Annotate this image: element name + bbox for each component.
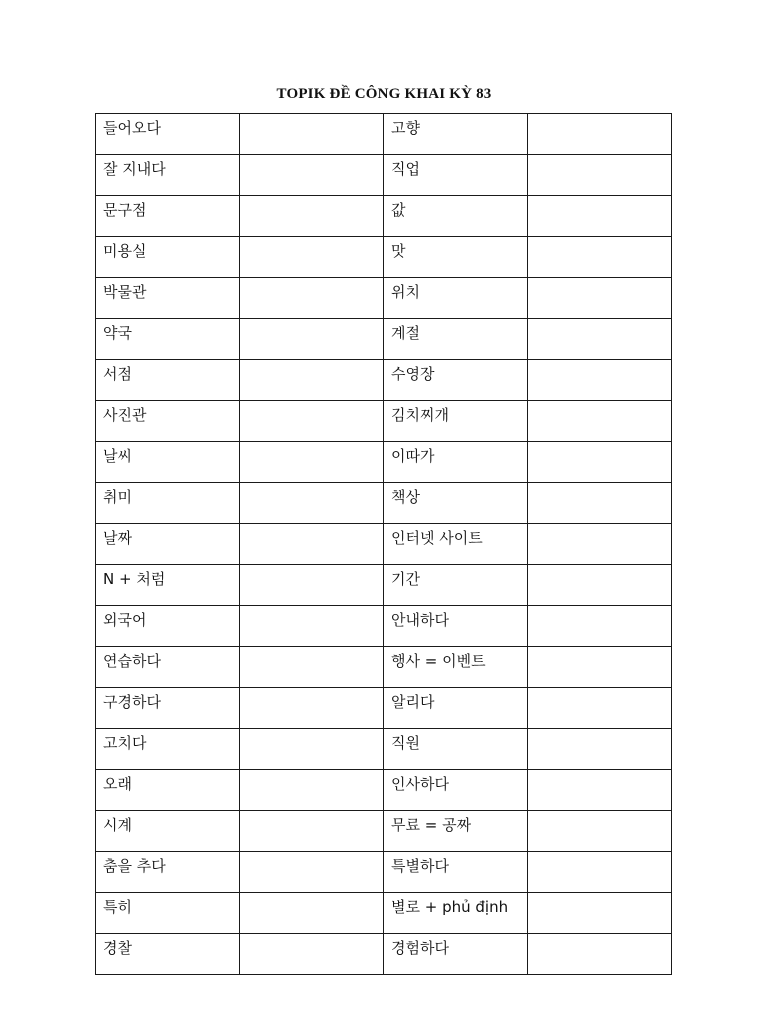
table-row: [96, 155, 672, 196]
vocab-word: 안내하다: [391, 611, 449, 629]
table-row: [96, 401, 672, 442]
vocabulary-table-body: [96, 114, 672, 975]
table-row: [96, 688, 672, 729]
table-row: [96, 524, 672, 565]
vocab-word: 서점: [103, 365, 132, 383]
meaning-blank-left: [240, 237, 384, 278]
vocab-word: 인터넷 사이트: [391, 529, 483, 547]
vocab-word-right: [384, 934, 528, 975]
vocab-word-right: [384, 278, 528, 319]
vocab-word-right: [384, 770, 528, 811]
vocab-word: 사진관: [103, 406, 147, 424]
table-row: [96, 483, 672, 524]
vocab-word-left: [96, 401, 240, 442]
meaning-blank-left: [240, 155, 384, 196]
vocab-word: N + 처럼: [103, 570, 166, 588]
vocab-word: 무료 = 공짜: [391, 816, 472, 834]
meaning-blank-left: [240, 442, 384, 483]
vocab-word-left: [96, 483, 240, 524]
meaning-blank-right: [528, 401, 672, 442]
vocab-word-left: [96, 442, 240, 483]
meaning-blank-right: [528, 319, 672, 360]
vocab-word-right: [384, 729, 528, 770]
vocab-word: 연습하다: [103, 652, 161, 670]
meaning-blank-right: [528, 688, 672, 729]
vocab-word: 외국어: [103, 611, 147, 629]
vocab-word-right: [384, 524, 528, 565]
vocab-word-right: [384, 442, 528, 483]
meaning-blank-left: [240, 770, 384, 811]
table-row: [96, 278, 672, 319]
vocab-word: 문구점: [103, 201, 147, 219]
vocab-word: 약국: [103, 324, 132, 342]
vocab-word: 이따가: [391, 447, 435, 465]
meaning-blank-right: [528, 729, 672, 770]
vocab-word-left: [96, 237, 240, 278]
meaning-blank-left: [240, 729, 384, 770]
vocab-word-left: [96, 647, 240, 688]
vocab-word: 경험하다: [391, 939, 449, 957]
vocab-word: 날짜: [103, 529, 132, 547]
vocab-word-right: [384, 688, 528, 729]
meaning-blank-right: [528, 442, 672, 483]
table-row: [96, 811, 672, 852]
vocab-word: 맛: [391, 242, 406, 260]
table-row: [96, 606, 672, 647]
meaning-blank-left: [240, 688, 384, 729]
vocab-word: 직업: [391, 160, 420, 178]
vocab-word-left: [96, 729, 240, 770]
meaning-blank-left: [240, 893, 384, 934]
vocab-word-left: [96, 319, 240, 360]
vocab-word-left: [96, 688, 240, 729]
vocab-word-right: [384, 893, 528, 934]
table-row: [96, 647, 672, 688]
vocab-word: 경찰: [103, 939, 132, 957]
vocab-word: 날씨: [103, 447, 132, 465]
document-title: TOPIK ĐỀ CÔNG KHAI KỲ 83: [276, 86, 492, 102]
vocab-word: 기간: [391, 570, 420, 588]
vocab-word-left: [96, 811, 240, 852]
meaning-blank-right: [528, 606, 672, 647]
vocab-word: 별로 + phủ định: [391, 898, 509, 916]
vocab-word-right: [384, 811, 528, 852]
vocab-word: 직원: [391, 734, 420, 752]
vocab-word: 박물관: [103, 283, 147, 301]
meaning-blank-right: [528, 893, 672, 934]
vocab-word-left: [96, 278, 240, 319]
vocab-word-right: [384, 606, 528, 647]
vocab-word: 특히: [103, 898, 132, 916]
vocab-word-right: [384, 155, 528, 196]
meaning-blank-left: [240, 565, 384, 606]
table-row: [96, 114, 672, 155]
vocab-word: 취미: [103, 488, 132, 506]
table-row: [96, 934, 672, 975]
meaning-blank-left: [240, 811, 384, 852]
table-row: [96, 770, 672, 811]
vocab-word: 값: [391, 201, 406, 219]
vocab-word-right: [384, 852, 528, 893]
vocab-word-left: [96, 565, 240, 606]
meaning-blank-right: [528, 237, 672, 278]
vocabulary-table: [95, 113, 672, 975]
vocab-word-right: [384, 319, 528, 360]
vocab-word: 오래: [103, 775, 132, 793]
vocab-word-left: [96, 934, 240, 975]
vocab-word: 위치: [391, 283, 420, 301]
vocab-word: 구경하다: [103, 693, 161, 711]
meaning-blank-right: [528, 360, 672, 401]
vocab-word-right: [384, 401, 528, 442]
vocab-word: 춤을 추다: [103, 857, 166, 875]
vocab-word-left: [96, 155, 240, 196]
vocab-word-left: [96, 852, 240, 893]
vocab-word-right: [384, 565, 528, 606]
meaning-blank-left: [240, 483, 384, 524]
vocab-word-right: [384, 483, 528, 524]
vocab-word-right: [384, 360, 528, 401]
vocab-word: 잘 지내다: [103, 160, 166, 178]
vocab-word: 미용실: [103, 242, 147, 260]
vocab-word-left: [96, 114, 240, 155]
meaning-blank-left: [240, 647, 384, 688]
meaning-blank-right: [528, 811, 672, 852]
vocab-word-right: [384, 196, 528, 237]
vocab-word-right: [384, 647, 528, 688]
table-row: [96, 319, 672, 360]
vocab-word: 특별하다: [391, 857, 449, 875]
meaning-blank-right: [528, 770, 672, 811]
meaning-blank-right: [528, 114, 672, 155]
vocab-word: 고치다: [103, 734, 147, 752]
meaning-blank-right: [528, 524, 672, 565]
vocab-word: 책상: [391, 488, 420, 506]
vocab-word-left: [96, 893, 240, 934]
meaning-blank-left: [240, 934, 384, 975]
meaning-blank-right: [528, 278, 672, 319]
meaning-blank-right: [528, 852, 672, 893]
meaning-blank-left: [240, 319, 384, 360]
meaning-blank-left: [240, 606, 384, 647]
table-row: [96, 852, 672, 893]
vocab-word-left: [96, 196, 240, 237]
table-row: [96, 729, 672, 770]
meaning-blank-right: [528, 196, 672, 237]
vocab-word-left: [96, 606, 240, 647]
meaning-blank-left: [240, 401, 384, 442]
vocab-word: 행사 = 이벤트: [391, 652, 486, 670]
vocab-word: 알리다: [391, 693, 435, 711]
meaning-blank-right: [528, 483, 672, 524]
table-row: [96, 237, 672, 278]
vocab-word: 고향: [391, 119, 420, 137]
meaning-blank-left: [240, 360, 384, 401]
vocab-word: 계절: [391, 324, 420, 342]
table-row: [96, 442, 672, 483]
vocab-word-left: [96, 770, 240, 811]
table-row: [96, 196, 672, 237]
meaning-blank-right: [528, 647, 672, 688]
meaning-blank-left: [240, 852, 384, 893]
meaning-blank-left: [240, 524, 384, 565]
table-row: [96, 893, 672, 934]
vocab-word-left: [96, 360, 240, 401]
meaning-blank-left: [240, 278, 384, 319]
vocab-word: 수영장: [391, 365, 435, 383]
meaning-blank-left: [240, 196, 384, 237]
meaning-blank-right: [528, 934, 672, 975]
vocab-word: 인사하다: [391, 775, 449, 793]
meaning-blank-left: [240, 114, 384, 155]
vocab-word-right: [384, 237, 528, 278]
meaning-blank-right: [528, 155, 672, 196]
vocab-word: 김치찌개: [391, 406, 449, 424]
meaning-blank-right: [528, 565, 672, 606]
table-row: [96, 565, 672, 606]
vocab-word: 시계: [103, 816, 132, 834]
table-row: [96, 360, 672, 401]
vocab-word: 들어오다: [103, 119, 161, 137]
vocab-word-right: [384, 114, 528, 155]
vocab-word-left: [96, 524, 240, 565]
